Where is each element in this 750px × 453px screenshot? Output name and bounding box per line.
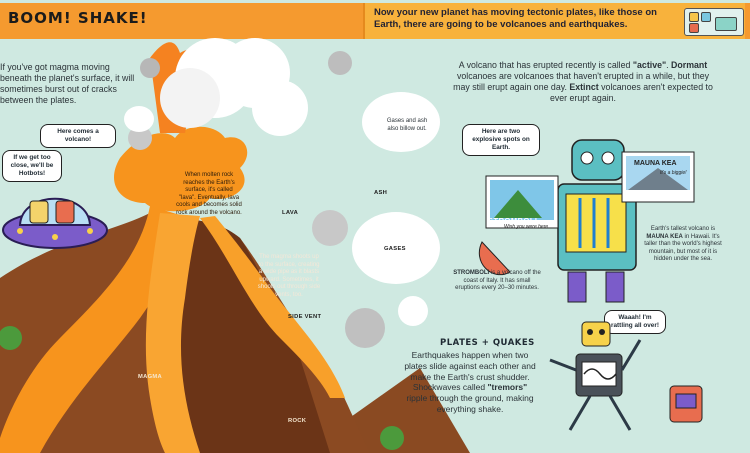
magma-pipe-caption: The magma shoots up to the surface, creating a wide pipe as it blasts upward. Sometimes, it shoots out through side vents, too. [257,254,321,298]
stromboli-text: STROMBOLI is a volcano off the coast of Italy. It has small eruptions every 20–30 minutes. [453,270,541,291]
magma-intro-text: If you've got magma moving beneath the planet's surface, it will sometimes burst out of cracks between the plates. [0,62,135,105]
page-title: BOOM! SHAKE! [8,9,148,27]
label-ash: ASH [374,190,388,196]
mauna-kea-text: Earth's tallest volcano is MAUNA KEA in Hawaii. It's taller than the world's highest mountain, but most of it is hidden under the sea. [644,226,722,262]
mauna-kea-card-title: MAUNA KEA [634,160,677,167]
quakes-title: PLATES + QUAKES [440,338,535,348]
stromboli-card-title: STROMBOLI [488,216,538,225]
intro-text: Now your new planet has moving tectonic plates, like those on Earth, there are going to be volcanoes and earthquakes. [374,7,657,30]
robot-panel-icon [684,8,744,36]
shaking-robot-illustration [540,300,750,450]
label-lava: LAVA [282,210,299,216]
quakes-text: Earthquakes happen when two plates slide against each other and make the Earth's crust shudder. Shockwaves called "tremors" ripple through the ground, making everything shake. [404,350,536,414]
label-side-vent: SIDE VENT [288,314,322,320]
gases-caption: Gases and ash also billow out. [386,118,428,132]
label-magma: MAGMA [138,374,163,380]
gas-cloud [124,106,154,132]
label-gases: GASES [384,246,406,252]
volcano-types-text: A volcano that has erupted recently is called "active". Dormant volcanoes are volcanoes that haven't erupted in a while, but they may still erupt again one day. Extinct volcanoes aren't expected to ever erupt again. [453,60,713,103]
stromboli-card-sub: Wish you were here [504,224,549,230]
speech-bubble-hotbots: If we get too close, we'll be Hotbots! [2,150,62,182]
gas-cloud [398,296,428,326]
speech-bubble-rattling: Waaah! I'm rattling all over! [604,310,666,334]
mauna-kea-card-sub: It's a biggie! [660,170,687,176]
label-rock: ROCK [288,418,307,424]
speech-bubble-volcano: Here comes a volcano! [40,124,116,148]
lava-caption: When molten rock reaches the Earth's surface, it's called "lava". Eventually, lava cools and becomes solid rock around the volcano. [176,172,242,216]
speech-bubble-explosive: Here are two explosive spots on Earth. [462,124,540,156]
hotbot-ufo-icon [0,175,110,255]
